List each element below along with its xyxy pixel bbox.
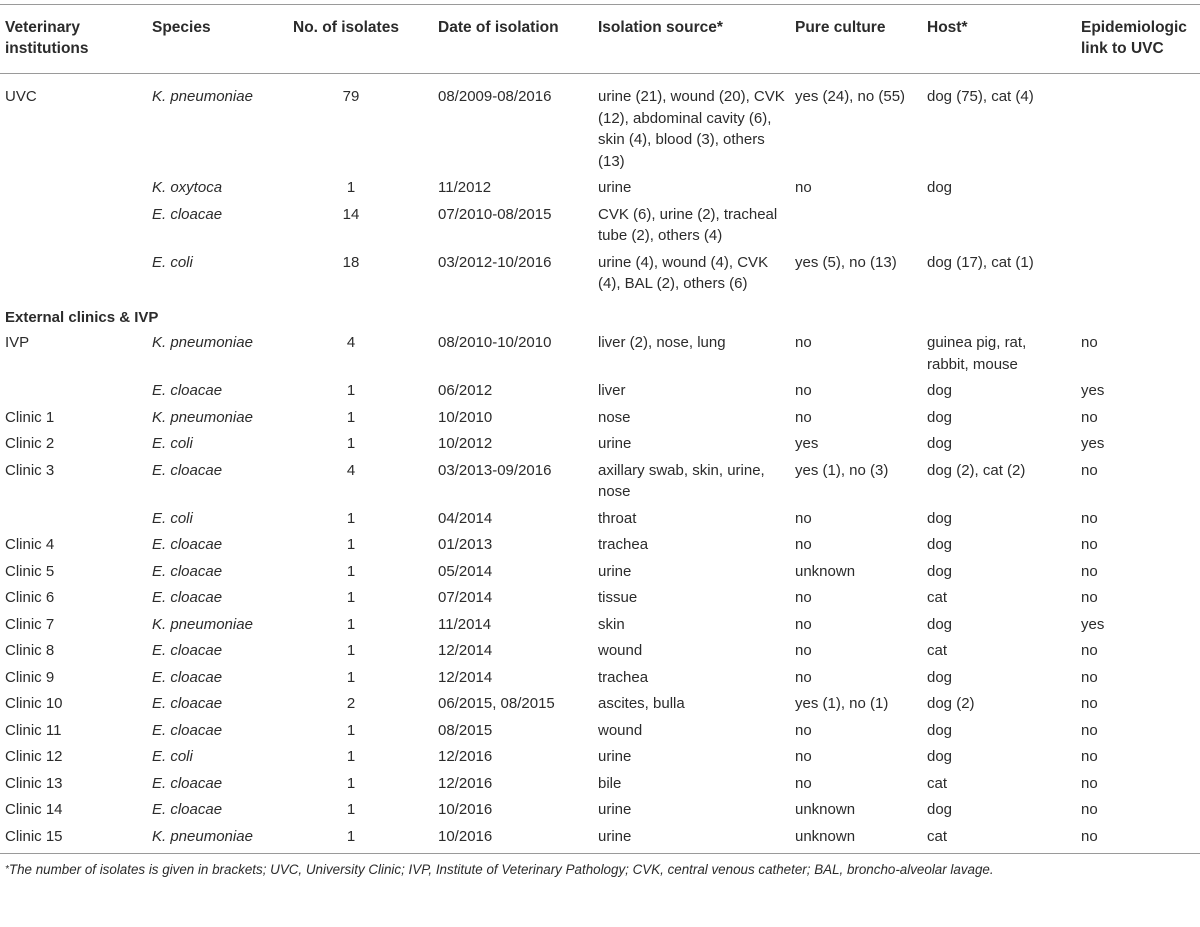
cell-host: dog	[927, 179, 953, 196]
header-row	[0, 5, 1200, 74]
table-row	[0, 330, 1200, 378]
table-header	[0, 5, 1200, 74]
cell-host: cat	[927, 774, 948, 792]
cell-host: dog	[927, 721, 953, 739]
cell-date: 05/2014	[438, 562, 493, 580]
cell-epi-link: no	[1081, 721, 1098, 739]
cell-host	[922, 202, 1076, 250]
cell-isolates: 1	[346, 509, 356, 527]
cell-pure-culture: yes (1), no (1)	[795, 695, 889, 712]
cell-source: urine (4), wound (4), CVK (4), BAL (2), others (6)	[598, 253, 769, 292]
cell-epi-link: yes	[1081, 382, 1105, 399]
cell-source: urine	[598, 748, 632, 765]
isolates-table	[0, 4, 1200, 879]
cell-institution: Clinic 8	[5, 642, 55, 659]
table-row	[0, 691, 1200, 718]
table-row	[0, 585, 1200, 612]
cell-species: K. pneumoniae	[152, 408, 253, 426]
cell-institution: Clinic 14	[5, 801, 63, 818]
cell-species: E. cloacae	[152, 461, 223, 479]
cell-host: dog	[927, 668, 953, 686]
cell-institution: Clinic 12	[5, 748, 63, 765]
table-row	[0, 202, 1200, 250]
cell-species: E. cloacae	[152, 589, 223, 606]
cell-epi-link	[1076, 175, 1200, 202]
header-pure-culture: Pure culture	[790, 5, 922, 74]
table-footer	[0, 854, 1200, 880]
cell-isolates: 79	[342, 88, 360, 105]
cell-pure-culture: yes (1), no (3)	[795, 461, 889, 479]
cell-source: urine	[598, 801, 632, 818]
cell-date: 12/2014	[438, 642, 493, 659]
cell-source: urine	[598, 562, 632, 580]
cell-pure-culture: yes	[795, 435, 819, 452]
cell-host: dog	[927, 382, 953, 399]
cell-species: K. pneumoniae	[152, 615, 253, 633]
cell-date: 10/2016	[438, 801, 493, 818]
cell-host: dog	[927, 615, 953, 633]
cell-host: dog	[927, 748, 953, 765]
cell-pure-culture: no	[795, 615, 812, 633]
cell-date: 11/2012	[438, 179, 492, 196]
cell-species: K. pneumoniae	[152, 827, 253, 845]
cell-isolates: 1	[346, 827, 356, 845]
cell-isolates: 1	[346, 748, 356, 765]
cell-host: guinea pig, rat, rabbit, mouse	[927, 334, 1027, 373]
table-row	[0, 506, 1200, 533]
cell-date: 12/2016	[438, 748, 493, 765]
cell-species: E. cloacae	[152, 695, 223, 712]
cell-source: liver	[598, 382, 626, 399]
cell-pure-culture: unknown	[795, 801, 856, 818]
cell-epi-link: no	[1081, 827, 1098, 845]
cell-institution	[0, 202, 147, 250]
footnote-mark: *	[5, 864, 9, 875]
cell-isolates: 4	[346, 461, 356, 479]
table-row	[0, 771, 1200, 798]
cell-date: 08/2009-08/2016	[438, 88, 552, 105]
cell-species: E. coli	[152, 253, 193, 271]
table-row	[0, 378, 1200, 405]
cell-institution: Clinic 10	[5, 695, 63, 712]
section-header-row	[0, 301, 1200, 331]
table-row	[0, 665, 1200, 692]
cell-institution: Clinic 11	[5, 721, 62, 739]
header-isolates: No. of isolates	[288, 5, 433, 74]
cell-epi-link: no	[1081, 801, 1098, 818]
cell-isolates: 1	[346, 668, 356, 686]
cell-species: E. cloacae	[152, 562, 223, 580]
cell-host: dog (17), cat (1)	[927, 253, 1034, 271]
cell-species: E. cloacae	[152, 642, 223, 659]
cell-isolates: 4	[346, 334, 356, 351]
cell-epi-link: no	[1081, 334, 1098, 351]
cell-date: 12/2016	[438, 774, 493, 792]
cell-epi-link: yes	[1081, 615, 1105, 633]
header-institutions: Veterinary institutions	[0, 5, 147, 74]
cell-source: CVK (6), urine (2), tracheal tube (2), others (4)	[598, 205, 778, 244]
cell-source: skin	[598, 615, 625, 633]
table-row	[0, 532, 1200, 559]
cell-species: K. pneumoniae	[152, 334, 253, 351]
cell-institution	[0, 506, 147, 533]
cell-isolates: 1	[346, 801, 356, 818]
cell-isolates: 1	[346, 615, 356, 633]
cell-source: wound	[598, 721, 643, 739]
cell-host: dog (2)	[927, 695, 975, 712]
cell-institution	[0, 250, 147, 301]
cell-source: urine	[598, 827, 632, 845]
cell-date: 08/2010-10/2010	[438, 334, 552, 351]
cell-host: dog (2), cat (2)	[927, 461, 1026, 479]
cell-species: E. cloacae	[152, 668, 223, 686]
cell-epi-link: no	[1081, 562, 1098, 580]
section-label: External clinics & IVP	[5, 308, 159, 326]
cell-date: 03/2013-09/2016	[438, 461, 552, 479]
cell-source: urine	[598, 435, 632, 452]
cell-date: 10/2012	[438, 435, 493, 452]
cell-species: K. pneumoniae	[152, 88, 253, 105]
cell-pure-culture: no	[795, 536, 812, 553]
cell-institution: Clinic 4	[5, 536, 55, 553]
cell-species: E. cloacae	[152, 205, 223, 223]
cell-source: wound	[598, 642, 643, 659]
cell-date: 04/2014	[438, 509, 493, 527]
cell-date: 07/2010-08/2015	[438, 205, 552, 223]
cell-source: urine (21), wound (20), CVK (12), abdominal cavity (6), skin (4), blood (3), others (13)	[598, 88, 785, 170]
cell-epi-link: no	[1081, 536, 1098, 553]
cell-institution: Clinic 3	[5, 461, 55, 479]
cell-isolates: 1	[346, 408, 356, 426]
cell-epi-link	[1076, 74, 1200, 176]
table-row	[0, 744, 1200, 771]
cell-species: K. oxytoca	[152, 179, 223, 196]
table-row	[0, 74, 1200, 176]
cell-source: nose	[598, 408, 631, 426]
cell-species: E. coli	[152, 748, 193, 765]
cell-host: dog	[927, 408, 953, 426]
cell-isolates: 1	[346, 435, 356, 452]
cell-isolates: 1	[346, 562, 356, 580]
cell-pure-culture: no	[795, 408, 812, 426]
cell-species: E. coli	[152, 509, 193, 527]
cell-isolates: 1	[346, 721, 356, 739]
cell-institution: Clinic 13	[5, 774, 63, 792]
cell-source: ascites, bulla	[598, 695, 685, 712]
cell-institution	[0, 175, 147, 202]
cell-pure-culture: yes (5), no (13)	[795, 253, 897, 271]
cell-epi-link: no	[1081, 642, 1098, 659]
cell-host: dog (75), cat (4)	[927, 88, 1034, 105]
cell-pure-culture: no	[795, 748, 812, 765]
cell-pure-culture: no	[795, 774, 812, 792]
cell-pure-culture: no	[795, 382, 812, 399]
cell-date: 12/2014	[438, 668, 493, 686]
table-row	[0, 824, 1200, 854]
cell-pure-culture: no	[795, 334, 812, 351]
cell-host: dog	[927, 801, 953, 818]
cell-date: 10/2016	[438, 827, 493, 845]
cell-source: urine	[598, 179, 632, 196]
cell-pure-culture: yes (24), no (55)	[795, 88, 906, 105]
cell-host: cat	[927, 827, 948, 845]
cell-epi-link: no	[1081, 774, 1098, 792]
cell-isolates: 14	[342, 205, 360, 223]
header-epi-link: Epidemiologic link to UVC	[1076, 5, 1200, 74]
cell-institution: Clinic 5	[5, 562, 55, 580]
cell-institution	[0, 378, 147, 405]
cell-source: throat	[598, 509, 637, 527]
cell-institution: Clinic 7	[5, 615, 55, 633]
cell-isolates: 1	[346, 774, 356, 792]
cell-isolates: 2	[346, 695, 356, 712]
cell-source: axillary swab, skin, urine, nose	[598, 461, 765, 500]
cell-isolates: 1	[346, 536, 356, 553]
cell-pure-culture: no	[795, 179, 812, 196]
header-source: Isolation source*	[593, 5, 790, 74]
footnote	[0, 854, 1200, 880]
header-species: Species	[147, 5, 288, 74]
cell-institution: Clinic 1	[5, 408, 55, 426]
cell-epi-link: no	[1081, 668, 1098, 686]
cell-institution: IVP	[5, 334, 30, 351]
footnote-row	[0, 854, 1200, 880]
cell-isolates: 1	[346, 642, 356, 659]
cell-institution: Clinic 2	[5, 435, 55, 452]
table-row	[0, 559, 1200, 586]
cell-species: E. coli	[152, 435, 193, 452]
cell-date: 03/2012-10/2016	[438, 253, 552, 271]
cell-date: 01/2013	[438, 536, 493, 553]
cell-species: E. cloacae	[152, 536, 223, 553]
cell-pure-culture: no	[795, 509, 812, 527]
cell-isolates: 1	[346, 179, 356, 196]
header-host: Host*	[922, 5, 1076, 74]
cell-pure-culture	[790, 202, 922, 250]
table-body	[0, 74, 1200, 854]
cell-epi-link: no	[1081, 509, 1098, 527]
cell-isolates: 18	[342, 253, 360, 271]
header-date: Date of isolation	[433, 5, 593, 74]
table-row	[0, 250, 1200, 301]
cell-host: dog	[927, 562, 953, 580]
cell-institution: Clinic 9	[5, 668, 55, 686]
cell-pure-culture: unknown	[795, 827, 856, 845]
cell-institution: Clinic 15	[5, 827, 63, 845]
table-row	[0, 175, 1200, 202]
cell-source: trachea	[598, 668, 649, 686]
cell-pure-culture: no	[795, 668, 812, 686]
cell-pure-culture: unknown	[795, 562, 856, 580]
cell-date: 08/2015	[438, 721, 493, 739]
cell-species: E. cloacae	[152, 382, 223, 399]
cell-epi-link: no	[1081, 461, 1098, 479]
cell-source: trachea	[598, 536, 649, 553]
cell-host: cat	[927, 589, 948, 606]
cell-source: bile	[598, 774, 622, 792]
cell-epi-link	[1076, 250, 1200, 301]
cell-date: 11/2014	[438, 615, 492, 633]
cell-pure-culture: no	[795, 642, 812, 659]
table-row	[0, 405, 1200, 432]
table-row	[0, 797, 1200, 824]
cell-date: 06/2012	[438, 382, 493, 399]
table-row	[0, 638, 1200, 665]
cell-source: tissue	[598, 589, 638, 606]
cell-institution: UVC	[5, 88, 37, 105]
cell-date: 10/2010	[438, 408, 493, 426]
cell-host: dog	[927, 509, 953, 527]
cell-species: E. cloacae	[152, 774, 223, 792]
cell-host: dog	[927, 536, 953, 553]
table-row	[0, 458, 1200, 506]
cell-date: 06/2015, 08/2015	[438, 695, 555, 712]
cell-source: liver (2), nose, lung	[598, 334, 726, 351]
table-row	[0, 612, 1200, 639]
cell-host: cat	[927, 642, 948, 659]
cell-host: dog	[927, 435, 953, 452]
cell-epi-link: no	[1081, 589, 1098, 606]
cell-epi-link: no	[1081, 695, 1098, 712]
cell-epi-link: no	[1081, 748, 1098, 765]
cell-species: E. cloacae	[152, 721, 223, 739]
table-row	[0, 718, 1200, 745]
cell-epi-link: no	[1081, 408, 1098, 426]
cell-date: 07/2014	[438, 589, 493, 606]
cell-isolates: 1	[346, 382, 356, 399]
cell-isolates: 1	[346, 589, 356, 606]
cell-pure-culture: no	[795, 721, 812, 739]
cell-epi-link: yes	[1081, 435, 1105, 452]
cell-epi-link	[1076, 202, 1200, 250]
footnote-text: The number of isolates is given in brackets; UVC, University Clinic; IVP, Institute of Veterinary Pathology; CVK, central venous catheter; BAL, broncho-alveolar lavage.	[8, 862, 994, 877]
cell-pure-culture: no	[795, 589, 812, 606]
cell-species: E. cloacae	[152, 801, 223, 818]
cell-institution: Clinic 6	[5, 589, 55, 606]
table-row	[0, 431, 1200, 458]
